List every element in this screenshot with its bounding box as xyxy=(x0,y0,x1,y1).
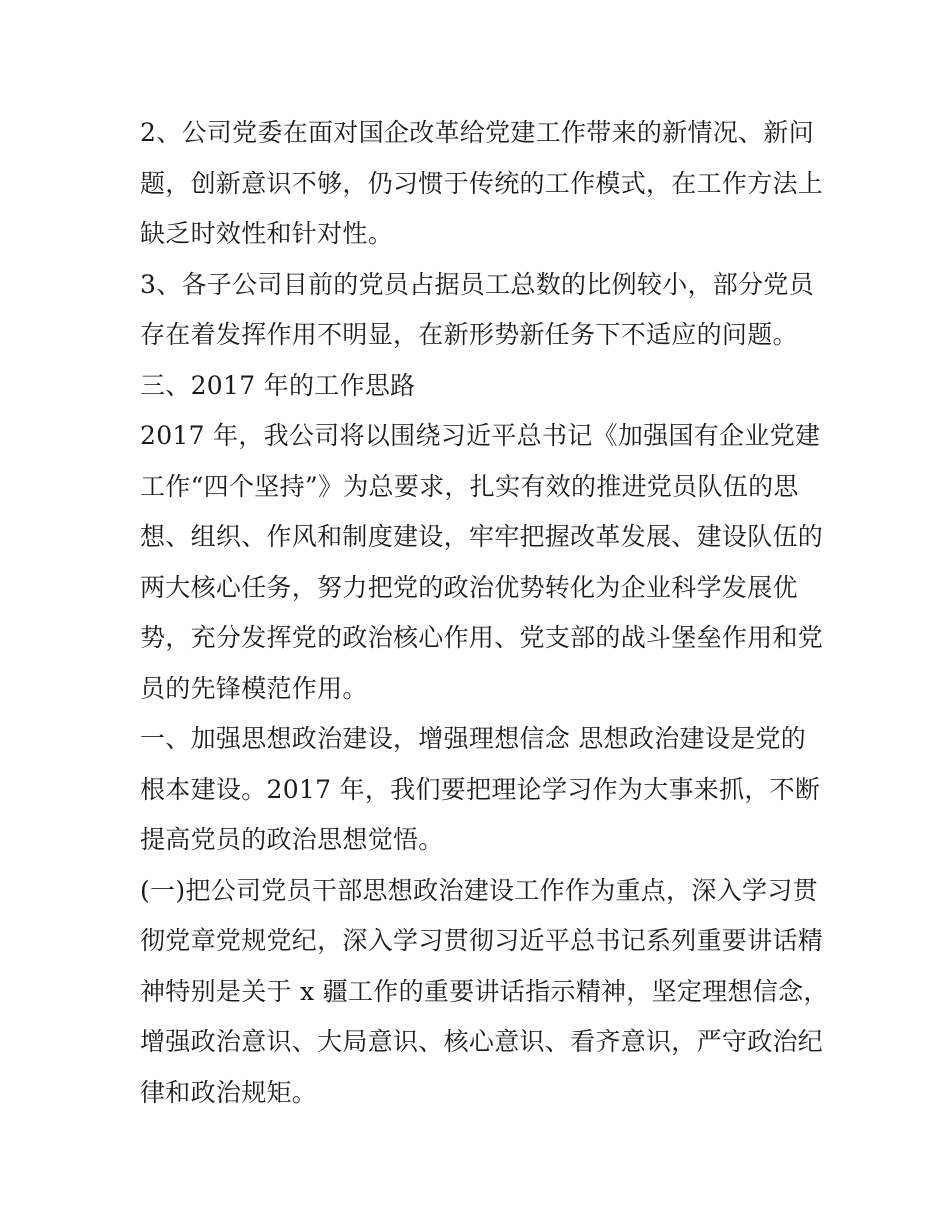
text-line: 缺乏时效性和针对性。 xyxy=(140,219,394,248)
text-line: 律和政治规矩。 xyxy=(140,1077,318,1107)
text-line: 一、加强思想政治建设，增强理想信念 思想政治建设是党的 xyxy=(140,724,807,753)
text-line: 3、各子公司目前的党员占据员工总数的比例较小，部分党员 xyxy=(140,269,815,299)
text-line: 存在着发挥作用不明显，在新形势新任务下不适应的问题。 xyxy=(140,320,798,349)
section-heading: 三、2017 年的工作思路 xyxy=(140,370,416,400)
text-line: 工作“四个坚持”》为总要求，扎实有效的推进党员队伍的思 xyxy=(140,471,799,501)
text-line: 根本建设。2017 年，我们要把理论学习作为大事来抓，不断 xyxy=(140,774,821,804)
document-body xyxy=(140,108,829,1118)
text-line: 2、公司党委在面对国企改革给党建工作带来的新情况、新问 xyxy=(140,118,815,147)
text-line: 想、组织、作风和制度建设，牢牢把握改革发展、建设队伍的 xyxy=(140,522,824,551)
text-line: (一)把公司党员干部思想政治建设工作作为重点，深入学习贯 xyxy=(140,875,818,905)
text-line: 两大核心任务，努力把党的政治优势转化为企业科学发展优 xyxy=(140,572,798,602)
text-line: 神特别是关于 x 疆工作的重要讲话指示精神，坚定理想信念， xyxy=(140,976,829,1006)
text-line: 提高党员的政治思想觉悟。 xyxy=(140,825,444,854)
text-line: 2017 年，我公司将以围绕习近平总书记《加强国有企业党建 xyxy=(140,421,821,450)
text-line: 增强政治意识、大局意识、核心意识、看齐意识，严守政治纪 xyxy=(140,1027,824,1056)
text-line: 势，充分发挥党的政治核心作用、党支部的战斗堡垒作用和党 xyxy=(140,623,824,652)
text-line: 员的先锋模范作用。 xyxy=(140,673,368,703)
text-line: 彻党章党规党纪，深入学习贯彻习近平总书记系列重要讲话精 xyxy=(140,926,824,955)
text-line: 题，创新意识不够，仍习惯于传统的工作模式，在工作方法上 xyxy=(140,168,824,198)
